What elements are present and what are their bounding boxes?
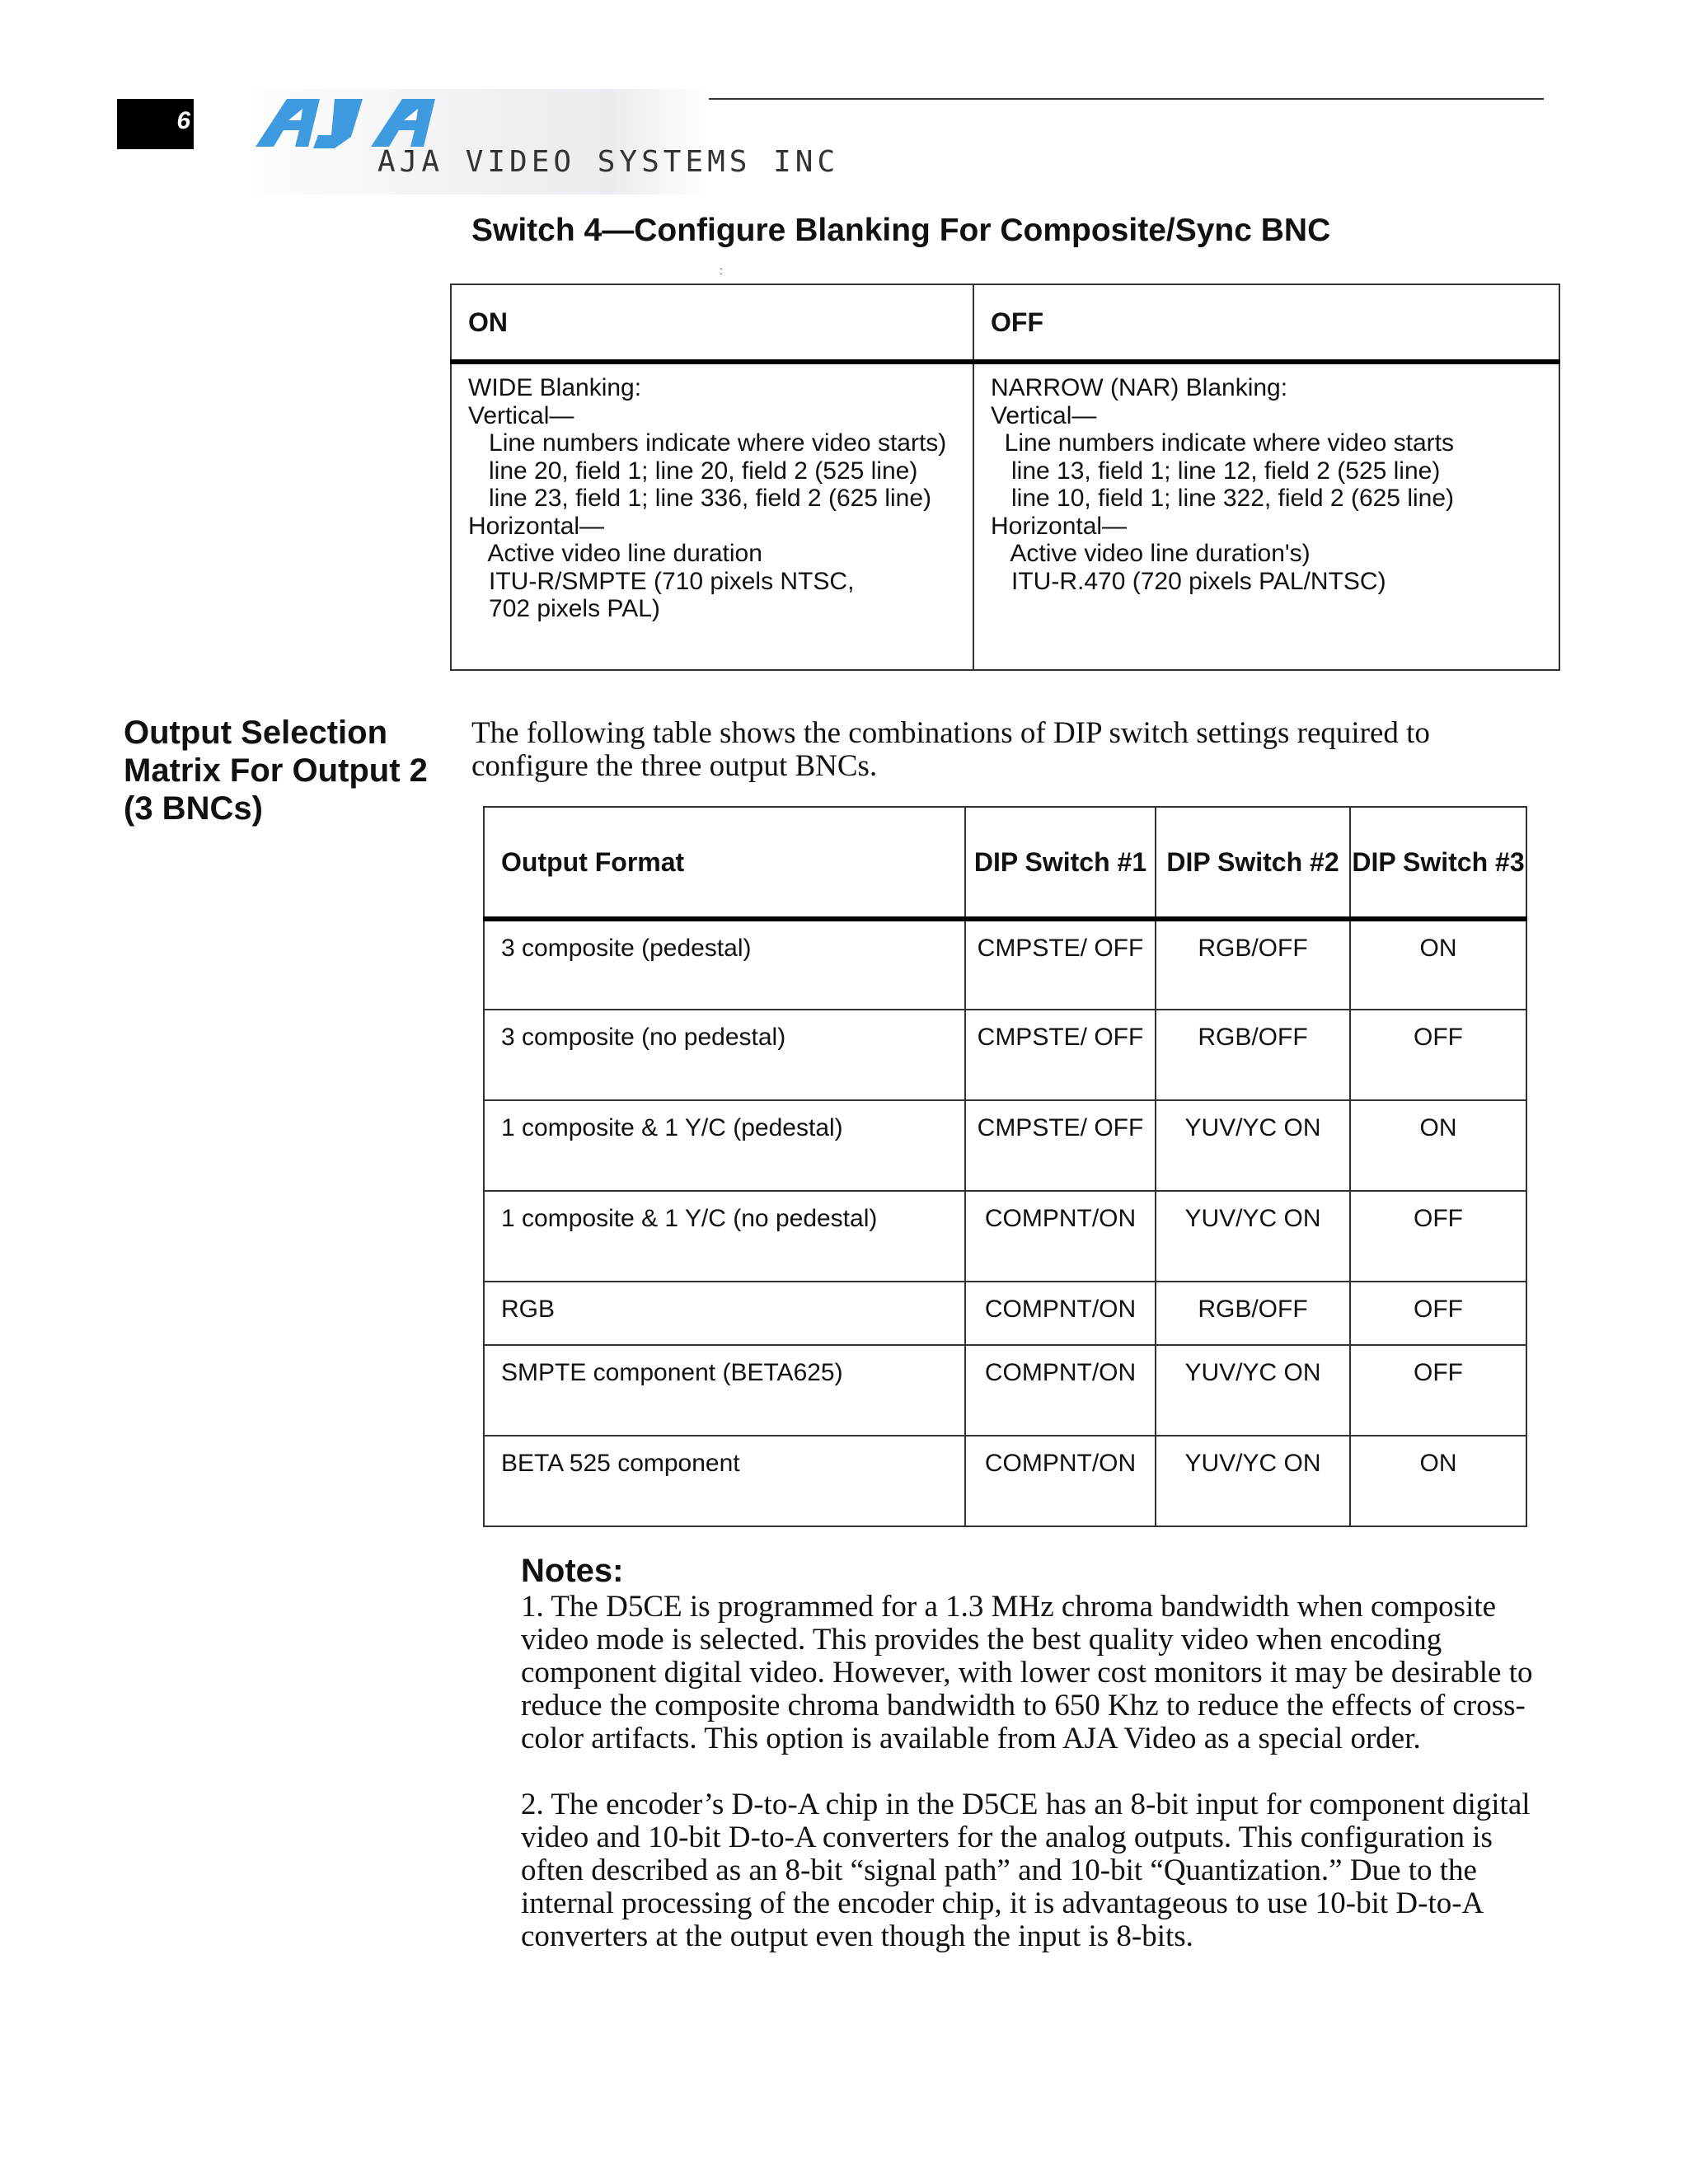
- switch3-cell: ON: [1350, 1100, 1526, 1191]
- switch1-cell: COMPNT/ON: [965, 1345, 1156, 1436]
- off-line: Vertical—: [991, 401, 1097, 429]
- switch1-cell: CMPSTE/ OFF: [965, 1010, 1156, 1100]
- switch3-cell: OFF: [1350, 1345, 1526, 1436]
- on-line: 702 pixels PAL): [468, 595, 660, 622]
- off-line: line 13, field 1; line 12, field 2 (525 line): [991, 457, 1441, 485]
- on-line: Active video line duration: [468, 540, 762, 567]
- switch2-cell: YUV/YC ON: [1156, 1100, 1350, 1191]
- output-matrix-heading: Output Selection Matrix For Output 2 (3 BNCs): [124, 715, 428, 827]
- output-matrix-intro: The following table shows the combinations of DIP switch settings required to configure the three output BNCs.: [471, 716, 1430, 783]
- page-number: 6: [117, 99, 194, 149]
- format-cell: RGB: [484, 1282, 965, 1345]
- off-header: OFF: [973, 284, 1559, 362]
- on-line: Line numbers indicate where video starts): [468, 429, 947, 457]
- table-row: [484, 1436, 1526, 1526]
- switch2-cell: YUV/YC ON: [1156, 1436, 1350, 1526]
- table-row: [484, 1191, 1526, 1282]
- switch3-cell: OFF: [1350, 1282, 1526, 1345]
- note-item: 2. The encoder’s D-to-A chip in the D5CE has an 8-bit input for component digital video and 10-bit D-to-A converters for the analog outputs. This configuration is often described as an 8-bit “signal path” and 10-bit “Quantization.” Due to the internal processing of the encoder chip, it is advantageous to use 10-bit D-to-A converters at the output even though the input is 8-bits.: [521, 1788, 1531, 1953]
- off-line: ITU-R.470 (720 pixels PAL/NTSC): [991, 567, 1386, 595]
- switch2-cell: RGB/OFF: [1156, 1010, 1350, 1100]
- switch3-cell: ON: [1350, 919, 1526, 1010]
- switch2-cell: RGB/OFF: [1156, 919, 1350, 1010]
- column-header: DIP Switch #2: [1156, 807, 1350, 919]
- format-cell: SMPTE component (BETA625): [484, 1345, 965, 1436]
- on-line: ITU-R/SMPTE (710 pixels NTSC,: [468, 567, 855, 595]
- note-item: 1. The D5CE is programmed for a 1.3 MHz chroma bandwidth when composite video mode is selected. This provides the best quality video when encoding component digital video. However, with lower cost monitors it may be desirable to reduce the composite chroma bandwidth to 650 Khz to reduce the effects of cross-color artifacts. This option is available from AJA Video as a special order.: [521, 1590, 1533, 1755]
- blanking-table: [450, 284, 1560, 671]
- column-header: DIP Switch #1: [965, 807, 1156, 919]
- table-row: [484, 1345, 1526, 1436]
- on-line: line 20, field 1; line 20, field 2 (525 line): [468, 457, 918, 485]
- stray-mark: :: [720, 264, 723, 277]
- output-selection-table: [483, 806, 1527, 1527]
- column-header: DIP Switch #3: [1350, 807, 1526, 919]
- off-line: line 10, field 1; line 322, field 2 (625 line): [991, 485, 1455, 512]
- switch1-cell: COMPNT/ON: [965, 1436, 1156, 1526]
- on-description: [451, 362, 973, 670]
- off-line: Active video line duration's): [991, 540, 1311, 567]
- table-row: [484, 1282, 1526, 1345]
- switch1-cell: CMPSTE/ OFF: [965, 919, 1156, 1010]
- brand-name: AJA VIDEO SYSTEMS INC: [377, 145, 840, 179]
- switch3-cell: ON: [1350, 1436, 1526, 1526]
- switch2-cell: YUV/YC ON: [1156, 1191, 1350, 1282]
- switch3-cell: OFF: [1350, 1010, 1526, 1100]
- column-header: Output Format: [484, 807, 965, 919]
- switch3-cell: OFF: [1350, 1191, 1526, 1282]
- notes-title: Notes:: [521, 1553, 624, 1589]
- format-cell: 1 composite & 1 Y/C (pedestal): [484, 1100, 965, 1191]
- on-line: WIDE Blanking:: [468, 374, 642, 401]
- off-line: Horizontal—: [991, 512, 1128, 540]
- format-cell: BETA 525 component: [484, 1436, 965, 1526]
- switch2-cell: RGB/OFF: [1156, 1282, 1350, 1345]
- table-row: [484, 1100, 1526, 1191]
- table-row: [484, 919, 1526, 1010]
- switch1-cell: COMPNT/ON: [965, 1191, 1156, 1282]
- switch1-cell: COMPNT/ON: [965, 1282, 1156, 1345]
- format-cell: 3 composite (pedestal): [484, 919, 965, 1010]
- switch2-cell: YUV/YC ON: [1156, 1345, 1350, 1436]
- aja-logo: [256, 97, 462, 148]
- table-row: [484, 1010, 1526, 1100]
- on-line: Horizontal—: [468, 512, 605, 540]
- format-cell: 1 composite & 1 Y/C (no pedestal): [484, 1191, 965, 1282]
- on-header: ON: [451, 284, 973, 362]
- switch1-cell: CMPSTE/ OFF: [965, 1100, 1156, 1191]
- off-line: NARROW (NAR) Blanking:: [991, 374, 1288, 401]
- on-line: line 23, field 1; line 336, field 2 (625 line): [468, 485, 932, 512]
- switch4-heading: Switch 4—Configure Blanking For Composite/Sync BNC: [471, 213, 1331, 248]
- format-cell: 3 composite (no pedestal): [484, 1010, 965, 1100]
- off-description: [973, 362, 1559, 670]
- on-line: Vertical—: [468, 401, 574, 429]
- off-line: Line numbers indicate where video starts: [991, 429, 1454, 457]
